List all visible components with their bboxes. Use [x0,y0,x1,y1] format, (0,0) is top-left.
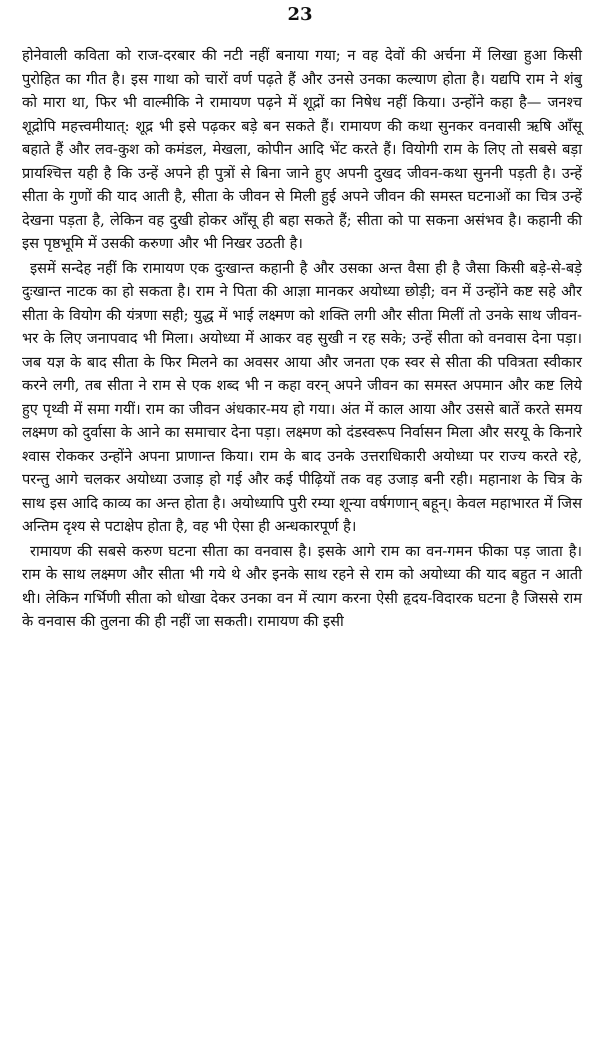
paragraph-1: होनेवाली कविता को राज-दरबार की नटी नहीं बनाया गया; न वह देवों की अर्चना में लिखा हुआ किसी पुरोहित का गीत है। इस गाथा को चारों वर्ण पढ़ते हैं और उनसे उनका कल्याण होता है। यद्यपि राम ने शंबु को मारा था, फिर भी वाल्मीकि ने रामायण पढ़ने में शूद्रों का निषेध नहीं किया। उन्होंने कहा है— जनश्च शूद्रोपि महत्त्वमीयात्: शूद्र भी इसे पढ़कर बड़े बन सकते हैं। रामायण की कथा सुनकर वनवासी ऋषि आँसू बहाते हैं और लव-कुश को कमंडल, मेखला, कोपीन आदि भेंट करते हैं। वियोगी राम के लिए तो सबसे बड़ा प्रायश्चित्त यही है कि उन्हें अपने ही पुत्रों से बिना जाने हुए अपनी दुखद जीवन-कथा सुननी पड़ती है। उन्हें सीता के गुणों की याद आती है, सीता के जीवन से मिली हुई अपने जीवन की समस्त घटनाओं का चित्र उन्हें देखना पड़ता है, लेकिन वह दुखी होकर आँसू ही बहा सकते हैं; सीता को पा सकना असंभव है। कहानी की इस पृष्ठभूमि में उसकी करुणा और भी निखर उठती है। [22,47,582,252]
paragraph-3: रामायण की सबसे करुण घटना सीता का वनवास है। इसके आगे राम का वन-गमन फीका पड़ जाता है। राम के साथ लक्ष्मण और सीता भी गये थे और इनके साथ रहने से राम को अयोध्या की याद बहुत न आती थी। लेकिन गर्भिणी सीता को धोखा देकर उनका वन में त्याग करना ऐसी हृदय-विदारक घटना है जिससे राम के वनवास की तुलना की ही नहीं जा सकती। रामायण की इसी [22,542,582,630]
page-body [22,44,582,634]
page-number: 23 [287,4,313,25]
paragraph-2: इसमें सन्देह नहीं कि रामायण एक दुःखान्त कहानी है और उसका अन्त वैसा ही है जैसा किसी बड़े-से-बड़े दुःखान्त नाटक का हो सकता है। राम ने पिता की आज्ञा मानकर अयोध्या छोड़ी; वन में उन्होंने कष्ट सहे और सीता के वियोग की यंत्रणा सही; युद्ध में भाई लक्ष्मण को शक्ति लगी और सीता मिलीं तो उनके साथ जीवन-भर के लिए जनापवाद भी मिला। अयोध्या में आकर वह सुखी न रह सके; उन्हें सीता को वनवास देना पड़ा। जब यज्ञ के बाद सीता के फिर मिलने का अवसर आया और जनता एक स्वर से सीता की पवित्रता स्वीकार करने लगी, तब सीता ने राम से एक शब्द भी न कहा वरन् अपने जीवन का समस्त अपमान और कष्ट लिये हुए पृथ्वी में समा गयीं। राम का जीवन अंधकार-मय हो गया। अंत में काल आया और उससे बातें करते समय लक्ष्मण को दुर्वासा के आने का समाचार देना पड़ा। लक्ष्मण को दंडस्वरूप निर्वासन मिला और सरयू के किनारे श्वास रोककर उन्होंने अपना प्राणान्त किया। राम के बाद उनके उत्तराधिकारी अयोध्या पर राज्य करते रहे, परन्तु आगे चलकर अयोध्या उजाड़ हो गई और कई पीढ़ियों तक वह उजाड़ बनी रही। महानाश के चित्र के साथ इस आदि काव्य का अन्त होता है। अयोध्यापि पुरी रम्या शून्या वर्षगणान् बहून्। केवल महाभारत में जिस अन्तिम दृश्य से पटाक्षेप होता है, वह भी ऐसा ही अन्धकारपूर्ण है। [22,259,582,535]
